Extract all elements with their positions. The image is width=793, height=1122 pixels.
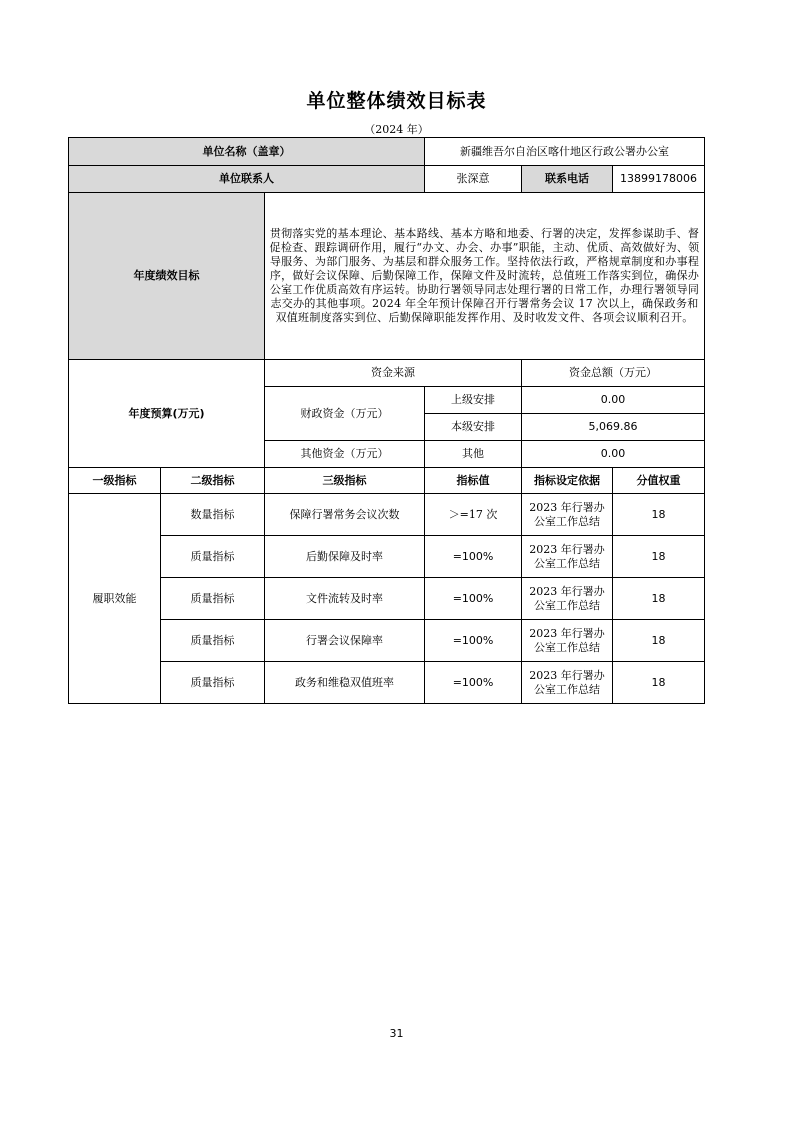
weight-cell: 18: [613, 662, 705, 704]
budget-source-header: 资金来源: [265, 360, 522, 387]
fiscal-funds-label: 财政资金（万元）: [265, 387, 425, 441]
level3-cell: 行署会议保障率: [265, 620, 425, 662]
table-row: [69, 536, 705, 578]
level1-indicator: 履职效能: [69, 494, 161, 704]
phone-label: 联系电话: [522, 166, 613, 193]
basis-cell: 2023 年行署办公室工作总结: [522, 662, 613, 704]
other-value: 0.00: [522, 441, 705, 468]
goal-label: 年度绩效目标: [69, 193, 265, 360]
contact-value: 张深意: [425, 166, 522, 193]
basis-cell: 2023 年行署办公室工作总结: [522, 536, 613, 578]
level3-cell: 保障行署常务会议次数: [265, 494, 425, 536]
other-funds-label: 其他资金（万元）: [265, 441, 425, 468]
weight-cell: 18: [613, 620, 705, 662]
other-label: 其他: [425, 441, 522, 468]
weight-cell: 18: [613, 578, 705, 620]
local-arrangement-label: 本级安排: [425, 414, 522, 441]
value-cell: =100%: [425, 578, 522, 620]
budget-label: 年度预算(万元): [69, 360, 265, 468]
weight-cell: 18: [613, 536, 705, 578]
unit-name-label: 单位名称（盖章）: [69, 138, 425, 166]
performance-table: [68, 137, 705, 704]
contact-label: 单位联系人: [69, 166, 425, 193]
level2-cell: 质量指标: [161, 536, 265, 578]
header-level2: 二级指标: [161, 468, 265, 494]
page-title: 单位整体绩效目标表: [306, 90, 487, 112]
upper-arrangement-label: 上级安排: [425, 387, 522, 414]
level2-cell: 数量指标: [161, 494, 265, 536]
table-row: [69, 494, 705, 536]
page-number: 31: [389, 1027, 404, 1040]
table-row: [69, 662, 705, 704]
value-cell: ＞=17 次: [425, 494, 522, 536]
value-cell: =100%: [425, 662, 522, 704]
budget-total-header: 资金总额（万元）: [522, 360, 705, 387]
header-value: 指标值: [425, 468, 522, 494]
unit-name-value: 新疆维吾尔自治区喀什地区行政公署办公室: [425, 138, 705, 166]
weight-cell: 18: [613, 494, 705, 536]
level3-cell: 后勤保障及时率: [265, 536, 425, 578]
value-cell: =100%: [425, 620, 522, 662]
level2-cell: 质量指标: [161, 578, 265, 620]
header-level1: 一级指标: [69, 468, 161, 494]
level3-cell: 文件流转及时率: [265, 578, 425, 620]
level2-cell: 质量指标: [161, 620, 265, 662]
basis-cell: 2023 年行署办公室工作总结: [522, 494, 613, 536]
value-cell: =100%: [425, 536, 522, 578]
basis-cell: 2023 年行署办公室工作总结: [522, 620, 613, 662]
goal-text: 贯彻落实党的基本理论、基本路线、基本方略和地委、行署的决定，发挥参谋助手、督促检查、跟踪调研作用，履行“办文、办会、办事”职能，主动、优质、高效做好为、领导服务、为部门服务、为基层和群众服务工作。坚持依法行政，严格规章制度和办事程序，做好会议保障、后勤保障工作，保障文件及时流转，总值班工作落实到位，确保办公室工作优质高效有序运转。协助行署领导同志处理行署的日常工作，办理行署领导同志交办的其他事项。2024 年全年预计保障召开行署常务会议 17 次以上，确保政务和双值班制度落实到位、后勤保障职能发挥作用、及时收发文件、各项会议顺利召开。: [265, 193, 705, 360]
level3-cell: 政务和维稳双值班率: [265, 662, 425, 704]
local-arrangement-value: 5,069.86: [522, 414, 705, 441]
upper-arrangement-value: 0.00: [522, 387, 705, 414]
phone-value: 13899178006: [613, 166, 705, 193]
table-row: [69, 578, 705, 620]
table-row: [69, 620, 705, 662]
header-weight: 分值权重: [613, 468, 705, 494]
basis-cell: 2023 年行署办公室工作总结: [522, 578, 613, 620]
header-basis: 指标设定依据: [522, 468, 613, 494]
level2-cell: 质量指标: [161, 662, 265, 704]
year-subtitle: （2024 年）: [364, 123, 429, 136]
header-level3: 三级指标: [265, 468, 425, 494]
